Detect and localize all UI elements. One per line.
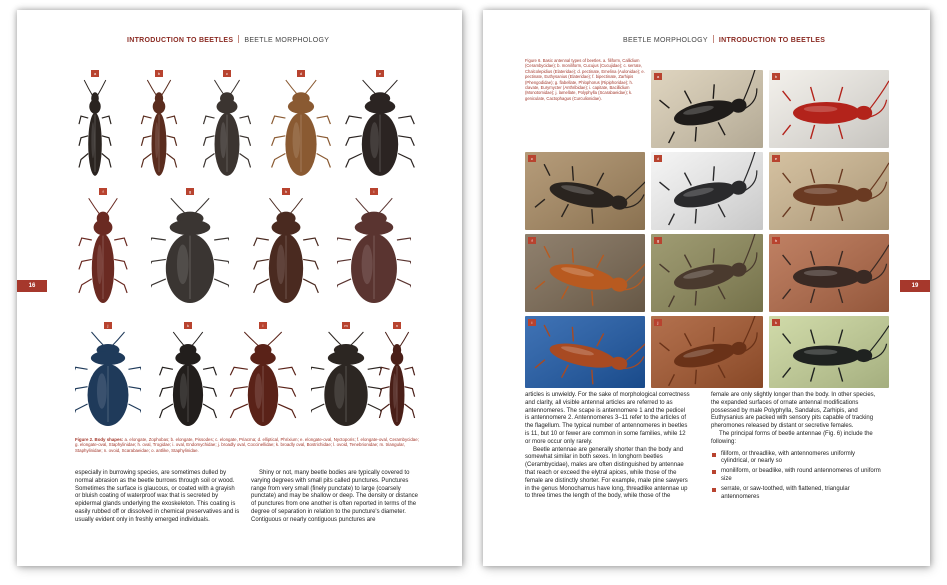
antenna-photo (525, 316, 645, 388)
beetle-photo-illustration (651, 316, 763, 388)
running-head-divider (713, 35, 714, 43)
running-head-section: INTRODUCTION TO BEETLES (718, 37, 826, 44)
beetle-photo-illustration (769, 152, 889, 230)
specimen-label: f (99, 188, 107, 195)
beetle-specimen (203, 70, 251, 180)
antenna-photo (769, 316, 889, 388)
beetle-specimen (151, 188, 229, 308)
body-text-column-1 (525, 392, 690, 501)
beetle-specimen (253, 188, 319, 308)
beetle-illustration (345, 78, 415, 180)
running-head-divider (238, 35, 239, 43)
body-text-column-1: especially in burrowing species, are sometimes dulled by normal abrasion as the beetle burrows through soil or wood. Sometimes the surface is glaucous, or coated with a grayish or bluish coating of waterproof wax that is secreted by epidermal glands underlying the exoskeleton. This coating is easily rubbed off or dissolved in chemical preservatives and is usually evident only in freshly emerged individuals. (75, 470, 240, 523)
beetle-illustration (253, 196, 319, 308)
beetle-photo-illustration (525, 234, 645, 312)
beetle-illustration (337, 196, 411, 308)
beetle-photo-illustration (769, 234, 889, 312)
paragraph: female are only slightly longer than the body. In other species, the expanded surfaces of ornate antennal modifications possessed by male Polyphylla, Sandalus, Zarhipis, and Euthysanius are packed with sensory pits capable of tracking pheromones released by distant or secretive females. (711, 392, 876, 430)
list-item: moniliform, or beadlike, with round antennomeres of uniform size (711, 468, 881, 484)
photo-label: i (528, 319, 536, 326)
photo-label: g (654, 237, 662, 244)
beetle-photo-illustration (769, 70, 889, 148)
specimen-label: n (393, 322, 401, 329)
page-number-tab: 16 (17, 280, 47, 292)
paragraph: Beetle antennae are generally shorter than the body and somewhat similar in both sexes. In longhorn beetles (Cerambycidae), males are often distinguished by antennae that reach or exceed the elytral apices, while those of the female are distinctly shorter. For example, male pine sawyers in the genus Monochamus have long, threadlike antennae up to three times the length of the body, while those of the (525, 446, 688, 500)
specimen-label: g (186, 188, 194, 195)
specimen-label: j (104, 322, 112, 329)
paragraph: articles is unwieldy. For the sake of morphological correctness and clarity, all visible antennal articles are referred to as antennomeres. The scape is antennomere 1 and the pedicel is antennomere 2. Antennomeres 3–11 refer to the articles of the flagellum. The typical number of antennomeres in beetles is 11, but 10 or fewer are common in some families, while 12 or more occur only rarely. (525, 392, 690, 445)
photo-label: c (528, 155, 536, 162)
beetle-illustration (375, 330, 419, 430)
running-head (623, 35, 825, 44)
beetle-specimen (345, 70, 415, 180)
beetle-specimen (271, 70, 331, 180)
beetle-photo-illustration (769, 316, 889, 388)
beetle-illustration (271, 78, 331, 180)
figure-caption-text: a. elongate, Zophobas; b. elongate, Pissodes; c. elongate, Priacma; d. elliptical, Phrixium; e. elongate-oval, Nyctoporis; f. elongate-oval, Cerambycidae; g. elongate-oval, Staphylinidae; h. oval, Trogidae; i. oval, Endomychidae; j. broadly oval, Coccinellidae; k. broadly oval, Bostrichidae; l. ovoid, Tenebrionidae; m. triangular, Staphylinidae; n. ovoid, Scarabaeidae; o. antlike, Staphylinidae. (75, 437, 419, 453)
paragraph: The principal forms of beetle antennae (Fig. 6) include the following: (711, 430, 873, 445)
beetle-specimen (337, 188, 411, 308)
page-number-tab: 19 (900, 280, 930, 292)
body-text-column-2: Shiny or not, many beetle bodies are typically covered to varying degrees with small pits called punctures. Punctures range from very small (finely punctate) to large (coarsely punctate) and may be shallow or deep. The density or distance of punctures from one another is often reported in terms of the degree of separation in relation to the puncture's diameter. Contiguous or nearly contiguous punctures are (251, 470, 418, 523)
antenna-photo (651, 316, 763, 388)
antenna-photo (525, 234, 645, 312)
photo-label: k (772, 319, 780, 326)
beetle-specimen (75, 70, 115, 180)
antenna-photo (525, 152, 645, 230)
antenna-photo (769, 70, 889, 148)
beetle-illustration (75, 78, 115, 180)
specimen-label: d (297, 70, 305, 77)
beetle-illustration (137, 78, 181, 180)
specimen-label: h (282, 188, 290, 195)
beetle-illustration (159, 330, 217, 430)
figure-caption (75, 437, 419, 453)
specimen-label: b (155, 70, 163, 77)
photo-label: e (772, 155, 780, 162)
beetle-illustration (151, 196, 229, 308)
specimen-label: i (370, 188, 378, 195)
beetle-illustration (75, 330, 141, 430)
specimen-label: a (91, 70, 99, 77)
photo-label: b (772, 73, 780, 80)
figure-caption: Figure 6. Basic antennal types of beetles. a. filiform, Callidium (Cerambycidae); b. moniliform, Cucujus (Cucujidae); c. serrate, Chalcolepidius (Elateridae); d. pectinate, Emelina (Aulonidae); e. pectinate, Euthysanius (Elateridae); f. bipectinate, Zarhipis (Phengodidae); g. flabellate, Phlophorus (Ripiphoridae); h. clavate, Eurymycter (Anthribidae); i. capitate, Bacillidium (Monotomidae); j. lamellate, Polyphylla (Scarabaeidae); k. geniculate, Cactophagus (Curculionidae). (525, 58, 645, 101)
specimen-label: k (184, 322, 192, 329)
running-head-chapter: BEETLE MORPHOLOGY (623, 37, 708, 44)
photo-label: d (654, 155, 662, 162)
beetle-illustration (225, 330, 301, 430)
running-head (127, 35, 329, 44)
antenna-types-list (711, 451, 881, 502)
beetle-illustration (203, 78, 251, 180)
beetle-body-shapes-plate (75, 60, 419, 432)
body-text-column-2 (711, 392, 881, 503)
beetle-specimen (75, 188, 131, 308)
photo-label: h (772, 237, 780, 244)
left-page (17, 10, 462, 566)
antenna-photo (651, 234, 763, 312)
beetle-specimen (137, 70, 181, 180)
antenna-photo (769, 152, 889, 230)
antenna-photo (769, 234, 889, 312)
antenna-photo (651, 152, 763, 230)
running-head-section: INTRODUCTION TO BEETLES (127, 37, 234, 44)
right-page (483, 10, 930, 566)
beetle-specimen (75, 322, 141, 430)
beetle-photo-illustration (651, 234, 763, 312)
specimen-label: e (376, 70, 384, 77)
beetle-specimen (311, 322, 381, 430)
beetle-photo-illustration (651, 152, 763, 230)
beetle-photo-illustration (525, 316, 645, 388)
beetle-photo-illustration (651, 70, 763, 148)
running-head-chapter: BEETLE MORPHOLOGY (244, 37, 330, 44)
antenna-photo (651, 70, 763, 148)
beetle-photo-illustration (525, 152, 645, 230)
list-item: serrate, or saw-toothed, with flattened, triangular antennomeres (711, 486, 881, 502)
beetle-specimen (159, 322, 217, 430)
specimen-label: c (223, 70, 231, 77)
specimen-label: m (342, 322, 350, 329)
specimen-label: l (259, 322, 267, 329)
list-item: filiform, or threadlike, with antennomeres uniformly cylindrical, or nearly so (711, 451, 881, 467)
beetle-illustration (311, 330, 381, 430)
figure-title: Figure 2. Body shapes: (75, 437, 124, 442)
beetle-specimen (375, 322, 419, 430)
photo-label: a (654, 73, 662, 80)
beetle-specimen (225, 322, 301, 430)
photo-label: f (528, 237, 536, 244)
beetle-illustration (75, 196, 131, 308)
photo-label: j (654, 319, 662, 326)
